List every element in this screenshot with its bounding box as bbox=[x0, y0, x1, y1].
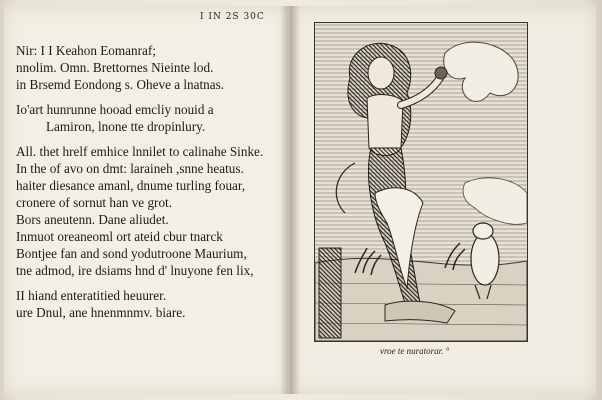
text-line: tne admod, ire dsiams hnd d' lnuyone fen lix, bbox=[16, 263, 254, 278]
text-line: Bors aneutenn. Dane aliudet. bbox=[16, 212, 169, 227]
illustration-caption: vroe te nuratorar. ° bbox=[380, 346, 450, 356]
text-line: cronere of sornut han ve grot. bbox=[16, 195, 172, 210]
illustration-drawing bbox=[315, 23, 527, 341]
text-line: Io'art hunrunne hooad emcliy nouid a bbox=[16, 102, 214, 117]
text-line: Bontjee fan and sond yodutroone Maurium, bbox=[16, 246, 247, 261]
page-header: I IN 2S 30C bbox=[200, 12, 265, 22]
left-page-text bbox=[16, 42, 278, 321]
engraved-illustration bbox=[314, 22, 528, 342]
text-line: haiter diesance amanl, dnume turling fouar, bbox=[16, 178, 246, 193]
text-line: Inmuot oreaneoml ort ateid cbur tnarck bbox=[16, 229, 223, 244]
text-line: ure Dnul, ane hnenmnmv. biare. bbox=[16, 305, 186, 320]
text-line: nnolim. Omn. Brettornes Nieinte lod. bbox=[16, 60, 214, 75]
book-gutter bbox=[280, 6, 300, 394]
text-line: Lamiron, lnone tte dropinlury. bbox=[46, 119, 206, 134]
text-line: II hiand enteratitied heuurer. bbox=[16, 288, 167, 303]
text-line: In the of avo on dmt: laraineh ,snne heatus. bbox=[16, 161, 244, 176]
text-line: in Brsemd Eondong s. Oheve a lnatnas. bbox=[16, 77, 225, 92]
text-line: Nir: I I Keahon Eomanraf; bbox=[16, 43, 156, 58]
text-line: All. thet hrelf emhice lnnilet to calinahe Sinke. bbox=[16, 144, 264, 159]
